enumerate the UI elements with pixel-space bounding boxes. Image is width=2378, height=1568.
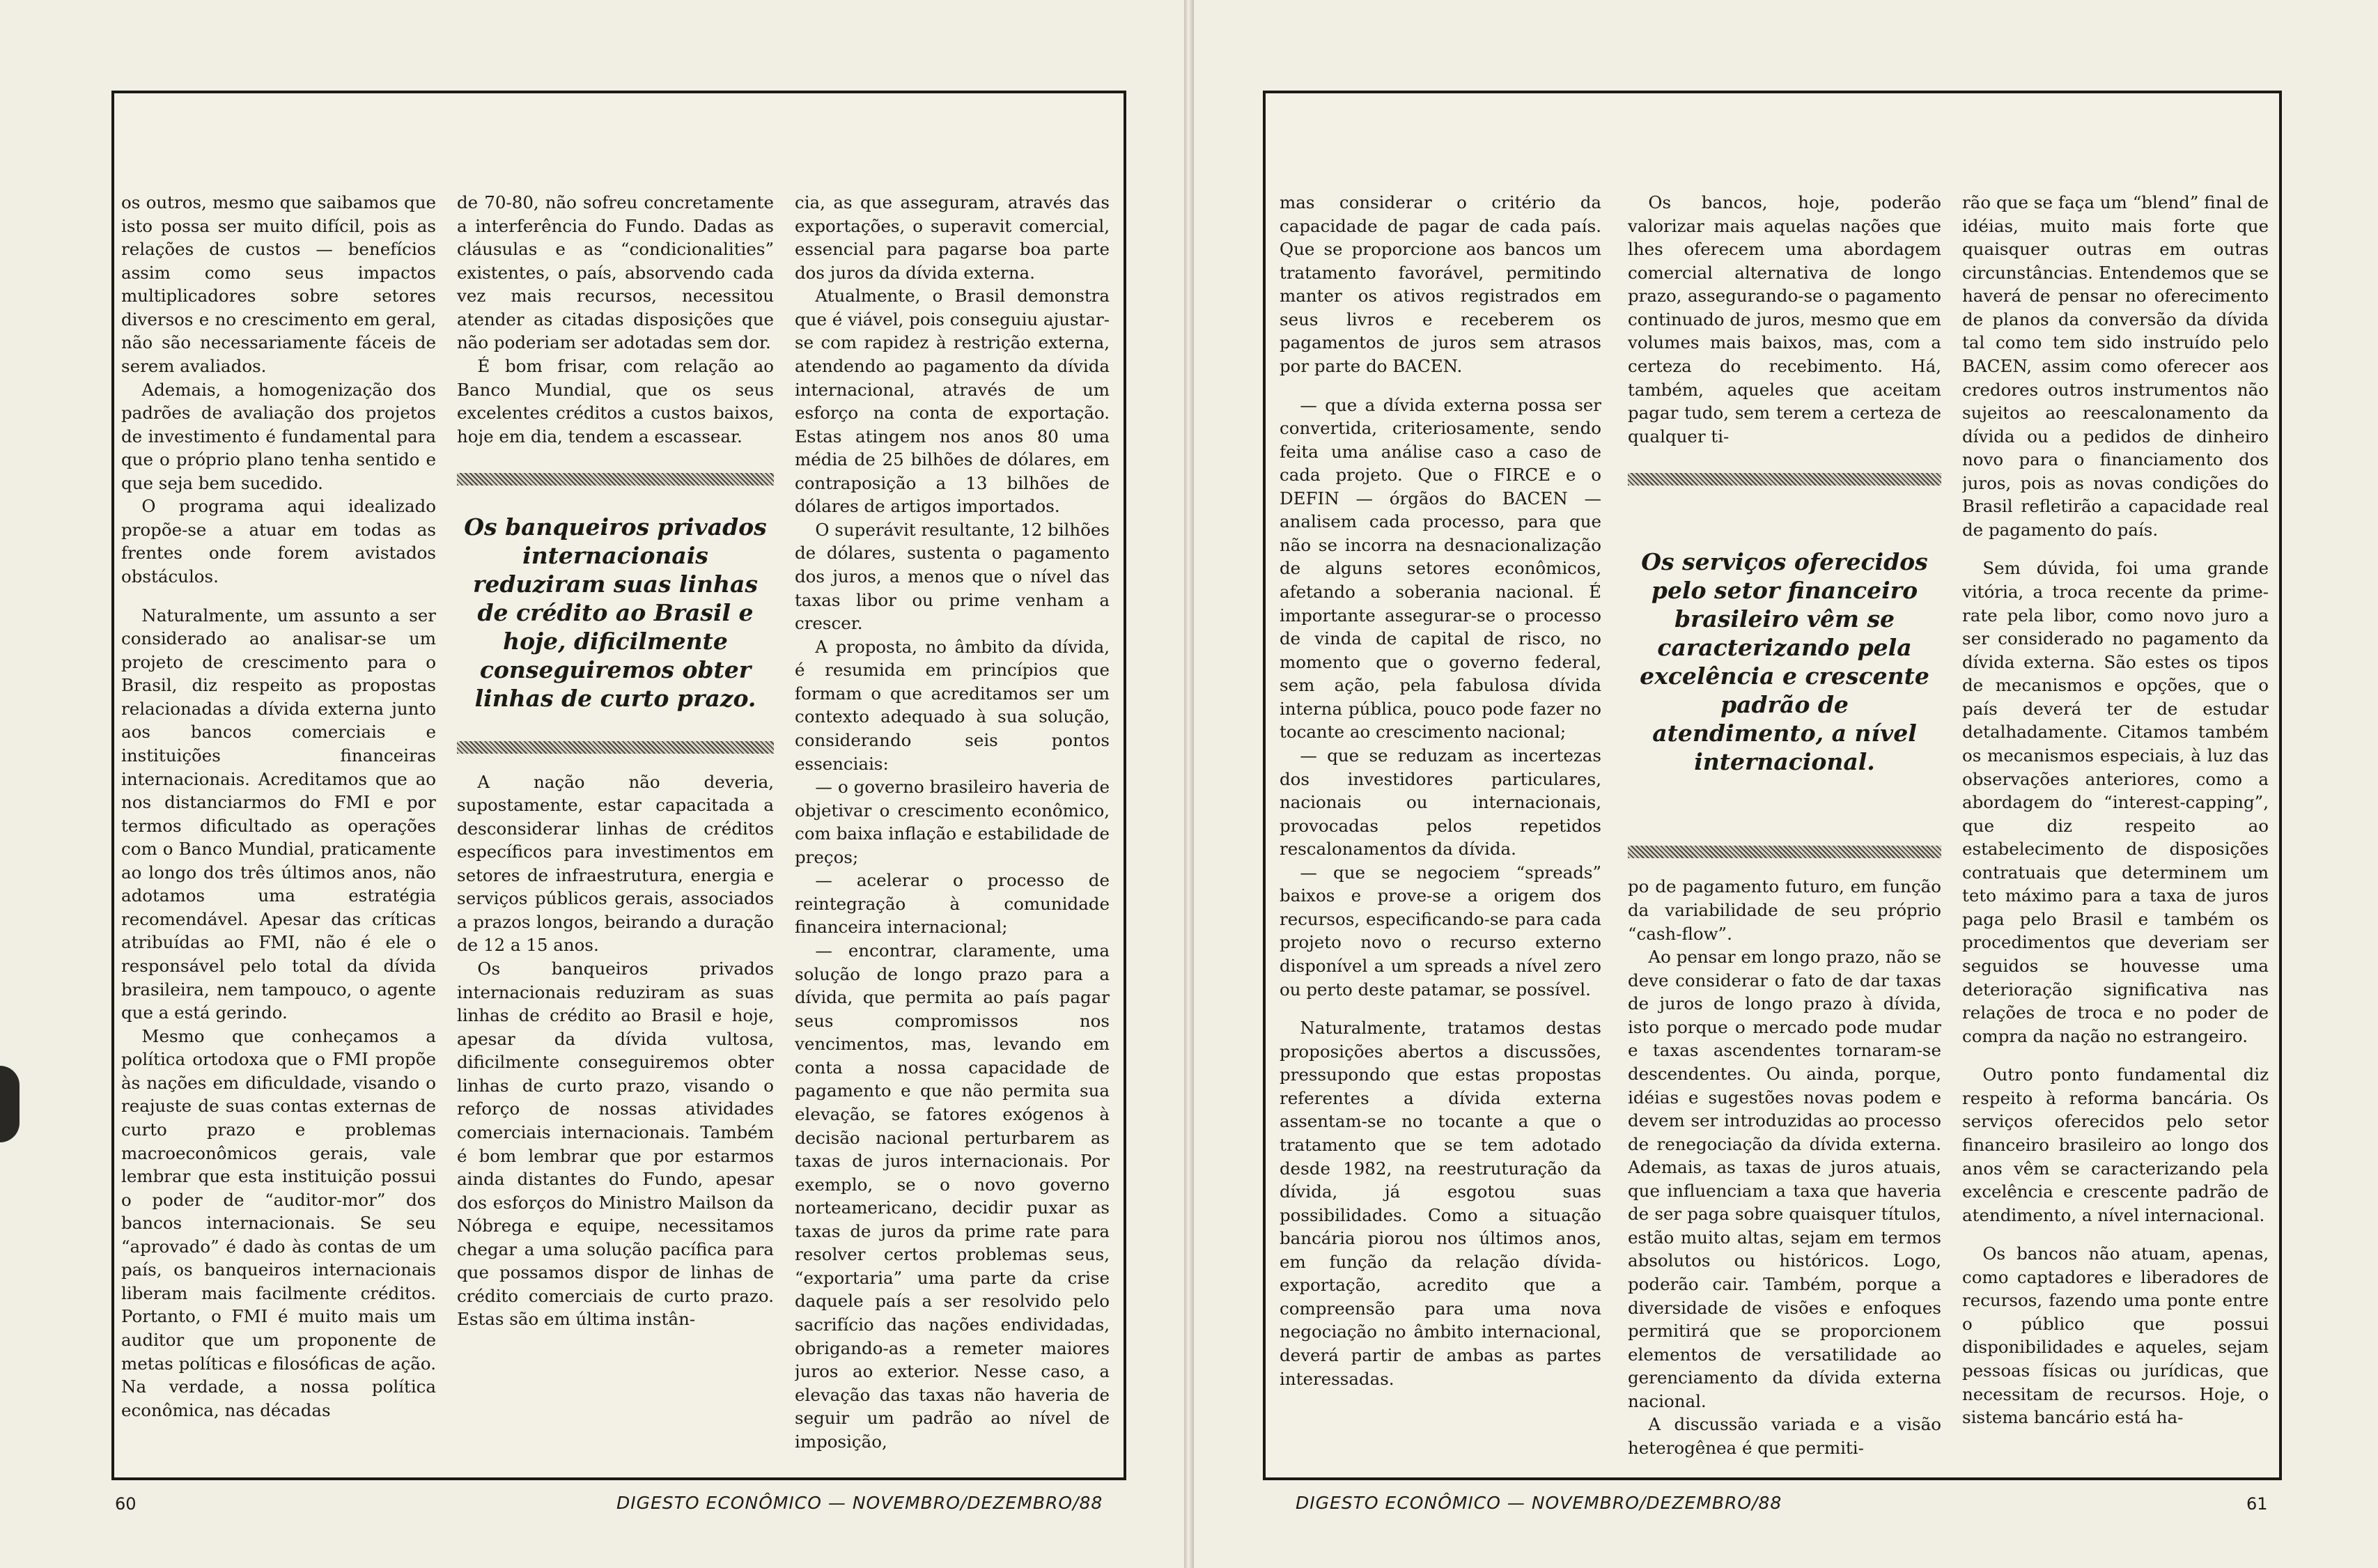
pull-quote-rule <box>457 473 774 486</box>
paragraph: Naturalmente, tratamos destas proposições abertos a discussões, pressupondo que estas propostas referentes a dívida externa assentam-se no tocante a que o tratamento que se tem adotado desde 1982, na reestruturação da dívida, já esgotou suas possibilidades. Como a situação bancária piorou nos últimos anos, em função da relação dívida-exportação, acredito que a compreensão para uma nova negociação no âmbito internacional, deverá partir de ambas as partes interessadas. <box>1280 1018 1601 1389</box>
left-pull-quote <box>457 473 774 753</box>
paragraph: Ademais, a homogenização dos padrões de avaliação dos projetos de investimento é fundamental para que o próprio plano tenha sentido e que seja bem sucedido. <box>121 379 436 493</box>
left-page-number: 60 <box>115 1494 137 1514</box>
paragraph: Outro ponto fundamental diz respeito à reforma bancária. Os serviços oferecidos pelo setor financeiro brasileiro ao longo dos anos vêm se caracterizando pela excelência e crescente padrão de atendimento, a nível internacional. <box>1962 1064 2269 1225</box>
paragraph: cia, as que asseguram, através das exportações, o superavit comercial, essencial para pagarse boa parte dos juros da dívida externa. <box>795 192 1110 283</box>
pull-quote-rule <box>1628 846 1941 858</box>
pull-quote-rule <box>1628 473 1941 486</box>
left-column-2-top <box>457 191 774 448</box>
right-pull-quote <box>1628 473 1941 858</box>
right-footer: DIGESTO ECONÔMICO — NOVEMBRO/DEZEMBRO/88 <box>1296 1493 1782 1513</box>
paragraph: Sem dúvida, foi uma grande vitória, a troca recente da prime-rate pela libor, como novo juro a ser considerado no pagamento da dívida externa. São estes os tipos de mecanismos e opções, que o país deverá ter de estudar detalhadamente. Citamos também os mecanismos especiais, à luz das observações anteriores, como a abordagem do “interest-capping”, que diz respeito ao estabelecimento de disposições contratuais que determinem um teto máximo para a taxa de juros paga pelo Brasil e também os procedimentos que deveriam ser seguidos se houvesse uma deterioração significativa nas relações de troca e no poder de compra da nação no estrangeiro. <box>1962 558 2269 1046</box>
paragraph: A proposta, no âmbito da dívida, é resumida em princípios que formam o que acreditamos ser um contexto adequado à sua solução, considerando seis pontos essenciais: <box>795 636 1110 774</box>
paragraph: A discussão variada e a visão heterogênea é que permiti- <box>1628 1414 1941 1458</box>
right-page <box>1263 91 2282 1480</box>
book-gutter <box>1184 0 1194 1568</box>
paragraph: Os bancos não atuam, apenas, como captadores e liberadores de recursos, fazendo uma ponte entre o público que possui disponibilidades e aqueles, sejam pessoas físicas ou jurídicas, que necessitam de recursos. Hoje, o sistema bancário está ha- <box>1962 1243 2269 1428</box>
paragraph: — que se reduzam as incertezas dos investidores particulares, nacionais ou internacionais, provocadas pelos repetidos rescalonamentos da dívida. <box>1280 745 1601 860</box>
paragraph: O programa aqui idealizado propõe-se a atuar em todas as frentes onde forem avistados obstáculos. <box>121 496 436 587</box>
pull-quote-text: Os banqueiros privados internacionais reduziram suas linhas de crédito ao Brasil e hoje, dificilmente conseguiremos obter linhas de curto prazo. <box>464 513 767 712</box>
paragraph: O superávit resultante, 12 bilhões de dólares, sustenta o pagamento dos juros, a menos que o nível das taxas libor ou prime venham a crescer. <box>795 519 1110 634</box>
paragraph: É bom frisar, com relação ao Banco Mundial, que os seus excelentes créditos a custos baixos, hoje em dia, tendem a escassear. <box>457 355 774 447</box>
paragraph: A nação não deveria, supostamente, estar capacitada a desconsiderar linhas de créditos específicos para investimentos em setores de infraestrutura, energia e serviços públicos gerais, associados a prazos longos, beirando a duração de 12 a 15 anos. <box>457 771 774 956</box>
right-page-number: 61 <box>2246 1494 2268 1514</box>
paragraph: os outros, mesmo que saibamos que isto possa ser muito difícil, pois as relações de custos — benefícios assim como seus impactos multiplicadores sobre setores diversos e no crescimento em geral, não são necessariamente fáceis de serem avaliados. <box>121 192 436 376</box>
paragraph: mas considerar o critério da capacidade de pagar de cada país. Que se proporcione aos bancos um tratamento favorável, permitindo manter os ativos registrados em seus livros e receberem os pagamentos de juros sem atrasos por parte do BACEN. <box>1280 192 1601 376</box>
pull-quote-rule <box>457 741 774 754</box>
paragraph: Naturalmente, um assunto a ser considerado ao analisar-se um projeto de crescimento para o Brasil, diz respeito as propostas relacionadas a dívida externa junto aos bancos comerciais e instituições financeiras internacionais. Acreditamos que ao nos distanciarmos do FMI e por termos dificultado as operações com o Banco Mundial, praticamente ao longo dos três últimos anos, não adotamos uma estratégia recomendável. Apesar das críticas atribuídas ao FMI, não é ele o responsável pelo total da dívida brasileira, nem tampouco, o agente que a está gerindo. <box>121 605 436 1023</box>
paragraph: Os bancos, hoje, poderão valorizar mais aquelas nações que lhes oferecem uma abordagem comercial alternativa de longo prazo, assegurando-se o pagamento continuado de juros, mesmo que em volumes mais baixos, mas, com a certeza do recebimento. Há, também, aqueles que aceitam pagar tudo, sem terem a certeza de qualquer ti- <box>1628 192 1941 447</box>
paragraph: — o governo brasileiro haveria de objetivar o crescimento econômico, com baixa inflação e estabilidade de preços; <box>795 777 1110 867</box>
right-column-3 <box>1962 191 2269 1473</box>
right-column-2-top <box>1628 191 1941 448</box>
left-column-2 <box>457 191 774 1459</box>
binder-hole <box>0 1066 20 1142</box>
paragraph: po de pagamento futuro, em função da variabilidade de seu próprio “cash-flow”. <box>1628 876 1941 944</box>
left-column-1 <box>121 191 436 1459</box>
paragraph: Ao pensar em longo prazo, não se deve considerar o fato de dar taxas de juros de longo prazo à dívida, isto porque o mercado pode mudar e taxas ascendentes tornaram-se descendentes. Ou ainda, porque, idéias e sugestões novas podem e devem ser introduzidas ao processo de renegociação da dívida externa. Ademais, as taxas de juros atuais, que influenciam a taxa que haveria de ser paga sobre quaisquer títulos, estão muito altas, sejam em termos absolutos ou históricos. Logo, poderão cair. Também, porque a diversidade de visões e enfoques permitirá que se proporcionem elementos de versatilidade ao gerenciamento da dívida externa nacional. <box>1628 947 1941 1411</box>
right-column-1 <box>1280 191 1601 1473</box>
right-column-2-bottom <box>1628 875 1941 1459</box>
paragraph: Os banqueiros privados internacionais reduziram as suas linhas de crédito ao Brasil e hoje, apesar da dívida vultosa, dificilmente conseguiremos obter linhas de curto prazo, visando o reforço de nossas atividades comerciais internacionais. Também é bom lembrar que por estarmos ainda distantes do Fundo, apesar dos esforços do Ministro Mailson da Nóbrega e equipe, necessitamos chegar a uma solução pacífica para que possamos dispor de linhas de crédito comerciais de curto prazo. Estas são em última instân- <box>457 958 774 1330</box>
left-column-3 <box>795 191 1110 1459</box>
paragraph: Atualmente, o Brasil demonstra que é viável, pois conseguiu ajustar-se com rapidez à restrição externa, atendendo ao pagamento da dívida internacional, através de um esforço na conta de exportação. Estas atingem nos anos 80 uma média de 25 bilhões de dólares, em contraposição a 13 bilhões de dólares de artigos importados. <box>795 286 1110 517</box>
paragraph: — que se negociem “spreads” baixos e prove-se a origem dos recursos, especificando-se para cada projeto novo o recurso externo disponível a um spreads a nível zero ou perto deste patamar, se possível. <box>1280 862 1601 1000</box>
pull-quote-text: Os serviços oferecidos pelo setor financeiro brasileiro vêm se caracterizando pela excelência e crescente padrão de atendimento, a nível internacional. <box>1640 548 1929 775</box>
left-footer: DIGESTO ECONÔMICO — NOVEMBRO/DEZEMBRO/88 <box>616 1493 1103 1513</box>
left-page <box>111 91 1126 1480</box>
paragraph: rão que se faça um “blend” final de idéias, muito mais forte que quaisquer outras em outras circunstâncias. Entendemos que se haverá de pensar no oferecimento de planos da conversão da dívida tal como tem sido instruído pelo BACEN, assim como oferecer aos credores outros instrumentos não sujeitos ao reescalonamento da dívida ou a pedidos de dinheiro novo para o financiamento dos juros, pois as novas condições do Brasil refletirão a capacidade real de pagamento do país. <box>1962 192 2269 540</box>
paragraph: — que a dívida externa possa ser convertida, criteriosamente, sendo feita uma análise caso a caso de cada projeto. Que o FIRCE e o DEFIN — órgãos do BACEN — analisem cada processo, para que não se incorra na desnacionalização de alguns setores econômicos, afetando a soberania nacional. É importante assegurar-se o processo de vinda de capital de risco, no momento que o governo federal, sem ação, pela fabulosa dívida interna pública, pouco pode fazer no tocante ao crescimento nacional; <box>1280 394 1601 743</box>
right-column-2 <box>1628 191 1941 1473</box>
paragraph: — encontrar, claramente, uma solução de longo prazo para a dívida, que permita ao país pagar seus compromissos nos vencimentos, mas, levando em conta a nossa capacidade de pagamento e que não permita sua elevação, se fatores exógenos à decisão nacional perturbarem as taxas de juros internacionais. Por exemplo, se o novo governo norteamericano, decidir puxar as taxas de juros da prime rate para resolver certos problemas seus, “exportaria” uma parte da crise daquele país a ser resolvido pelo sacrifício das nações endividadas, obrigando-as a remeter maiores juros ao exterior. Nesse caso, a elevação das taxas não haveria de seguir um padrão ao nível de imposição, <box>795 940 1110 1452</box>
paragraph: — acelerar o processo de reintegração à comunidade financeira internacional; <box>795 870 1110 938</box>
paragraph: Mesmo que conheçamos a política ortodoxa que o FMI propõe às nações em dificuldade, visando o reajuste de suas contas externas de curto prazo e problemas macroeconômicos gerais, vale lembrar que esta instituição possui o poder de “auditor-mor” dos bancos internacionais. Se seu “aprovado” é dado às contas de um país, os banqueiros internacionais liberam mais facilmente créditos. Portanto, o FMI é muito mais um auditor que um proponente de metas políticas e filosóficas de ação. Na verdade, a nossa política econômica, nas décadas <box>121 1025 436 1420</box>
paragraph: de 70-80, não sofreu concretamente a interferência do Fundo. Dadas as cláusulas e as “condicionalities” existentes, o país, absorvendo cada vez mais recursos, necessitou atender as citadas disposições que não poderiam ser adotadas sem dor. <box>457 192 774 353</box>
left-column-2-bottom <box>457 770 774 1332</box>
